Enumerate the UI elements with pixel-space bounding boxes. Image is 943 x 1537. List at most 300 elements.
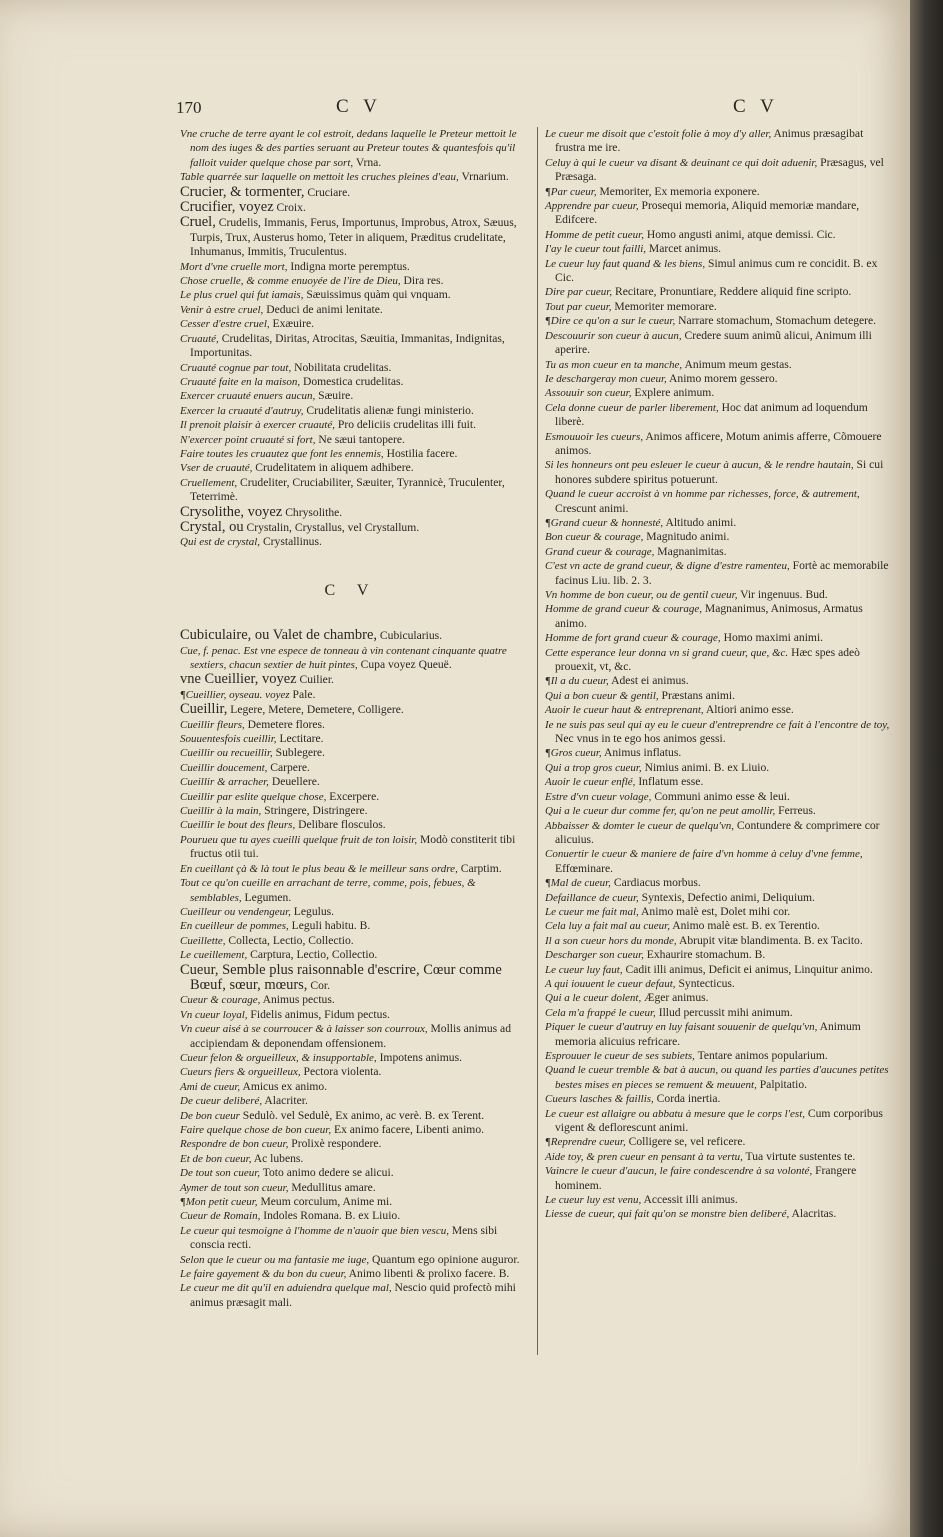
- entry-latin: Dira res.: [400, 274, 444, 288]
- entry-latin: Cum corporibus vigent & deflorescunt animi.: [555, 1106, 883, 1135]
- entry-latin: Crudelitatis alienæ fungi ministerio.: [303, 403, 474, 417]
- entry-french: Vn homme de bon cueur, ou de gentil cueur,: [545, 589, 738, 601]
- entry-french: Conuertir le cueur & maniere de faire d'vn homme à celuy d'vne femme,: [545, 848, 863, 861]
- entry-french: ¶Mal de cueur,: [545, 877, 611, 890]
- dictionary-entry: [545, 516, 890, 530]
- entry-latin: Homo maximi animi.: [720, 631, 824, 645]
- entry-french: Defaillance de cueur,: [545, 891, 639, 904]
- section-subheading: C V: [324, 581, 378, 599]
- entry-french: Cueur felon & orgueilleux, & insupportable,: [180, 1051, 377, 1064]
- dictionary-entry: [180, 1224, 522, 1253]
- entry-french: Le plus cruel qui fut iamais,: [180, 289, 304, 302]
- dictionary-entry: [545, 761, 890, 775]
- dictionary-entry: [545, 674, 890, 688]
- dictionary-entry: [180, 1195, 522, 1209]
- entry-french: Pourueu que tu ayes cueilli quelque fruit de ton loisir,: [180, 833, 418, 846]
- dictionary-entry: [180, 732, 522, 746]
- dictionary-entry: [545, 963, 890, 977]
- entry-french: Aymer de tout son cueur,: [180, 1181, 289, 1194]
- entry-french: Qui a trop gros cueur,: [545, 761, 642, 774]
- entry-french: Cueurs fiers & orgueilleux,: [180, 1066, 301, 1079]
- entry-latin: Medullitus amare.: [288, 1180, 376, 1194]
- dictionary-entry: [180, 127, 522, 170]
- entry-french: Vaincre le cueur d'aucun, le faire condescendre à sa volonté,: [545, 1165, 813, 1178]
- entry-latin: Æger animus.: [641, 991, 709, 1005]
- entry-latin: Fidelis animus, Fidum pectus.: [247, 1007, 390, 1021]
- entry-french: Cela donne cueur de parler liberement,: [545, 401, 719, 414]
- entry-latin: Marcet animus.: [646, 242, 722, 256]
- running-header-right: C V: [733, 96, 779, 117]
- entry-latin: Indoles Romana. B. ex Liuio.: [260, 1209, 401, 1223]
- entry-latin: Narrare stomachum, Stomachum detegere.: [675, 314, 877, 328]
- entry-french: Cueillir,: [180, 701, 228, 718]
- entry-french: Cueilleur ou vendengeur,: [180, 905, 291, 918]
- dictionary-entry: [180, 1080, 522, 1094]
- entry-french: Chose cruelle, & comme enuoyée de l'ire de Dieu,: [180, 275, 401, 288]
- entry-latin: Abrupit vitæ blandimenta. B. ex Tacito.: [676, 933, 863, 947]
- entry-french: Qui a le cueur dur comme fer, qu'on ne peut amollir,: [545, 805, 776, 818]
- entry-french: ¶Dire ce qu'on a sur le cueur,: [545, 315, 676, 328]
- dictionary-entry: [180, 1094, 522, 1108]
- entry-latin: Pro deliciis crudelitas illi fuit.: [334, 418, 477, 432]
- dictionary-entry: [545, 242, 890, 256]
- entry-latin: Vrna.: [353, 155, 382, 169]
- dictionary-entry: [180, 1022, 522, 1051]
- entry-latin: Demetere flores.: [244, 717, 325, 731]
- dictionary-entry: [545, 588, 890, 602]
- entry-french: Homme de petit cueur,: [545, 228, 644, 241]
- entry-latin: Syntecticus.: [675, 976, 735, 990]
- entry-latin: Sublegere.: [272, 746, 325, 760]
- entry-latin: Quantum ego opinione auguror.: [369, 1252, 520, 1266]
- entry-latin: Memoriter memorare.: [611, 299, 717, 313]
- dictionary-entry: [180, 804, 522, 818]
- dictionary-entry: [180, 1267, 522, 1281]
- dictionary-entry: [545, 458, 890, 487]
- dictionary-entry: [545, 1150, 890, 1164]
- entry-latin: Adest ei animus.: [608, 674, 689, 688]
- dictionary-entry: [545, 775, 890, 789]
- dictionary-entry: [180, 672, 522, 687]
- dictionary-entry: [545, 934, 890, 948]
- entry-latin: Legulus.: [290, 904, 335, 918]
- entry-latin: Cuilier.: [296, 673, 334, 687]
- right-column: [545, 127, 890, 1222]
- entry-latin: Nobilitata crudelitas.: [291, 360, 392, 374]
- entry-latin: Animus præsagibat frustra me ire.: [555, 127, 864, 155]
- entry-french: Qui a le cueur dolent,: [545, 992, 642, 1005]
- entry-latin: Accessit illi animus.: [641, 1193, 738, 1207]
- entry-french: Cruellement,: [180, 476, 238, 489]
- dictionary-entry: [180, 404, 522, 418]
- entry-french: Cueillir & arracher,: [180, 776, 269, 789]
- dictionary-entry: [180, 644, 522, 673]
- entry-french: Le cueur me fait mal,: [545, 905, 639, 918]
- dictionary-entry: [180, 628, 522, 643]
- entry-latin: Magnanimus, Animosus, Armatus animo.: [555, 602, 863, 630]
- entry-latin: Simul animus cum re concidit. B. ex Cic.: [555, 256, 878, 285]
- entry-latin: Indigna morte peremptus.: [287, 259, 410, 273]
- entry-latin: Modò constiterit tibi fructus otii tui.: [190, 832, 516, 861]
- entry-french: Cruauté,: [180, 332, 219, 345]
- dictionary-entry: [180, 1209, 522, 1223]
- entry-french: Abbaisser & domter le cueur de quelqu'vn,: [545, 819, 735, 832]
- entry-french: Il a son cueur hors du monde,: [545, 934, 677, 947]
- dictionary-entry: [545, 646, 890, 675]
- entry-latin: Exæuire.: [269, 317, 315, 331]
- entry-french: En cueilleur de pommes,: [180, 920, 289, 933]
- entry-latin: Prosequi memoria, Aliquid memoriæ mandare, Edifcere.: [555, 199, 860, 227]
- column-divider: [537, 127, 538, 1355]
- entry-french: Souuentesfois cueillir,: [180, 733, 277, 746]
- entry-french: Bon cueur & courage,: [545, 531, 644, 544]
- dictionary-entry: [545, 631, 890, 645]
- entry-french: Si les honneurs ont peu esleuer le cueur à aucun, & le rendre hautain,: [545, 459, 854, 472]
- dictionary-entry: [545, 602, 890, 631]
- entry-french: Cruauté cognue par tout,: [180, 361, 292, 374]
- entry-latin: Carptim.: [457, 861, 502, 875]
- entry-latin: Fortè ac memorabile facinus Liu. lib. 2. 3.: [555, 559, 889, 587]
- entry-french: Auoir le cueur haut & entreprenant,: [545, 704, 704, 717]
- entry-french: Cue, f. penac. Est vne espece de tonneau à vin contenant cinquante quatre sextiers, chacun sextier de huit pintes,: [180, 644, 507, 671]
- entry-french: Cueur, Semble plus raisonnable d'escrire, Cœur comme Bœuf, sœur, mœurs,: [180, 961, 502, 993]
- entry-french: C'est vn acte de grand cueur, & digne d'estre ramenteu,: [545, 560, 790, 573]
- entry-french: Cueillir le bout des fleurs,: [180, 819, 296, 832]
- dictionary-entry: [180, 1123, 522, 1137]
- entry-latin: Animos afficere, Motum animis afferre, Cõmouere animos.: [555, 429, 882, 457]
- dictionary-entry: [545, 790, 890, 804]
- entry-french: Exercer cruauté enuers aucun,: [180, 390, 316, 403]
- entry-french: Crucier, & tormenter,: [180, 183, 305, 200]
- entry-latin: Prolixè respondere.: [288, 1137, 382, 1151]
- entry-french: Vser de cruauté,: [180, 462, 253, 475]
- entry-french: Homme de grand cueur & courage,: [545, 603, 703, 616]
- dictionary-entry: [180, 418, 522, 432]
- dictionary-entry: [545, 358, 890, 372]
- entry-latin: Mollis animus ad accipiendam & deponendam offensionem.: [190, 1022, 511, 1050]
- dictionary-entry: [180, 1152, 522, 1166]
- dictionary-entry: [180, 702, 522, 717]
- entry-latin: Crescunt animi.: [555, 501, 629, 515]
- entry-latin: Legere, Metere, Demetere, Colligere.: [227, 703, 404, 717]
- entry-latin: Animum memoria alicuius refricare.: [555, 1020, 861, 1048]
- entry-latin: Toto animo dedere se alicui.: [260, 1166, 394, 1180]
- dictionary-entry: [545, 718, 890, 747]
- entry-latin: Hoc dat animum ad loquendum liberè.: [555, 400, 868, 429]
- dictionary-entry: [180, 389, 522, 403]
- entry-french: Estre d'vn cueur volage,: [545, 790, 652, 803]
- entry-french: Aide toy, & pren cueur en pensant à ta vertu,: [545, 1150, 743, 1163]
- entry-latin: Communi animo esse & leui.: [651, 789, 790, 803]
- dictionary-entry: [180, 185, 522, 200]
- entry-latin: Colligere se, vel reficere.: [625, 1135, 746, 1149]
- entry-french: Vne cruche de terre ayant le col estroit, dedans laquelle le Preteur mettoit le nom des iuges & des parties seruant au Preteur toutes & quantesfois qu'il falloit vuider quelque chose par sort,: [180, 128, 517, 169]
- entry-latin: Ferreus.: [775, 804, 816, 818]
- dictionary-entry: [180, 535, 522, 549]
- entry-latin: Sæuire.: [315, 389, 354, 403]
- dictionary-entry: [180, 274, 522, 288]
- entry-latin: Lectitare.: [276, 732, 324, 746]
- entry-latin: Leguli habitu. B.: [288, 919, 371, 933]
- dictionary-entry: [180, 833, 522, 862]
- entry-french: Descharger son cueur,: [545, 949, 644, 962]
- dictionary-entry: [545, 746, 890, 760]
- running-header-left: C V: [336, 96, 382, 117]
- entry-latin: Animum meum gestas.: [682, 357, 792, 371]
- entry-latin: Credere suum animũ alicui, Animum illi aperire.: [555, 328, 872, 357]
- entry-french: De bon cueur: [180, 1109, 240, 1122]
- dictionary-entry: [180, 818, 522, 832]
- entry-latin: Animo morem gessero.: [666, 371, 778, 385]
- dictionary-entry: [180, 993, 522, 1007]
- left-entries-cu: [180, 628, 522, 1310]
- entry-latin: Præstans animi.: [658, 688, 735, 702]
- entry-latin: Effœminare.: [555, 861, 614, 875]
- dictionary-entry: [180, 288, 522, 302]
- dictionary-entry: [545, 386, 890, 400]
- dictionary-entry: [545, 1207, 890, 1221]
- entry-french: ¶Gros cueur,: [545, 747, 602, 760]
- dictionary-entry: [545, 199, 890, 228]
- dictionary-entry: [545, 1063, 890, 1092]
- entry-latin: Syntexis, Defectio animi, Deliquium.: [638, 890, 815, 904]
- entry-latin: Mens sibi conscia recti.: [190, 1223, 498, 1252]
- entry-french: Tout ce qu'on cueille en arrachant de terre, comme, pois, febues, & semblables,: [180, 877, 476, 904]
- entry-french: Grand cueur & courage,: [545, 545, 655, 558]
- dictionary-entry: [180, 461, 522, 475]
- entry-latin: Ne sæui tantopere.: [315, 432, 405, 446]
- dictionary-entry: [545, 1092, 890, 1106]
- entry-french: Tu as mon cueur en ta manche,: [545, 358, 683, 371]
- entry-french: Celuy à qui le cueur va disant & deuinant ce qui doit aduenir,: [545, 156, 818, 169]
- entry-latin: Nescio quid profectò mihi animus præsagit mali.: [190, 1281, 516, 1309]
- dictionary-entry: [545, 689, 890, 703]
- entry-latin: Meum corculum, Anime mi.: [257, 1195, 393, 1209]
- dictionary-entry: [545, 156, 890, 185]
- entry-french: Exercer la cruauté d'autruy,: [180, 404, 304, 417]
- entry-latin: Explere animum.: [631, 386, 715, 400]
- dictionary-entry: [545, 819, 890, 848]
- dictionary-entry: [180, 332, 522, 361]
- dictionary-entry: [180, 934, 522, 948]
- dictionary-entry: [545, 1135, 890, 1149]
- dictionary-entry: [545, 847, 890, 876]
- entry-french: Vn cueur loyal,: [180, 1008, 248, 1021]
- entry-french: Le cueur me disoit que c'estoit folie à moy d'y aller,: [545, 128, 772, 140]
- entry-latin: Ac lubens.: [251, 1151, 304, 1165]
- entry-latin: Impotens animus.: [376, 1050, 463, 1064]
- entry-french: Vn cueur aisé à se courroucer & à laisser son courroux,: [180, 1023, 428, 1036]
- dictionary-entry: [545, 559, 890, 588]
- entry-french: Le cueur est allaigre ou abbatu à mesure que le corps l'est,: [545, 1107, 805, 1120]
- dictionary-entry: [180, 1137, 522, 1151]
- dictionary-entry: [545, 487, 890, 516]
- entry-latin: Inflatum esse.: [635, 775, 704, 789]
- entry-french: Cela m'a frappé le cueur,: [545, 1006, 656, 1019]
- entry-latin: Altiori animo esse.: [703, 703, 794, 717]
- entry-french: Crysolithe, voyez: [180, 503, 283, 520]
- entry-latin: Contundere & comprimere cor alicuius.: [555, 818, 880, 846]
- entry-french: vne Cueillier, voyez: [180, 671, 297, 688]
- entry-latin: Excerpere.: [326, 789, 380, 803]
- dictionary-entry: [545, 127, 890, 156]
- entry-latin: Exhaurire stomachum. B.: [643, 948, 766, 962]
- dictionary-entry: [180, 317, 522, 331]
- dictionary-entry: [545, 905, 890, 919]
- entry-french: Faire quelque chose de bon cueur,: [180, 1124, 332, 1136]
- entry-latin: Carptura, Lectio, Collectio.: [247, 948, 378, 962]
- entry-latin: Domestica crudelitas.: [300, 374, 404, 388]
- entry-latin: Vrnarium.: [458, 170, 509, 184]
- dictionary-entry: [545, 1193, 890, 1207]
- dictionary-entry: [545, 948, 890, 962]
- entry-french: Il prenoit plaisir à exercer cruauté,: [180, 419, 335, 432]
- dictionary-entry: [545, 257, 890, 286]
- entry-latin: Cupa voyez Queuë.: [357, 658, 452, 671]
- dictionary-entry: [180, 447, 522, 461]
- entry-latin: Crystalin, Crystallus, vel Crystallum.: [243, 520, 420, 534]
- dictionary-entry: [545, 876, 890, 890]
- entry-french: Apprendre par cueur,: [545, 200, 639, 213]
- entry-french: Crucifier, voyez: [180, 199, 274, 216]
- entry-french: Faire toutes les cruautez que font les ennemis,: [180, 447, 384, 460]
- dictionary-entry: [180, 862, 522, 876]
- dictionary-entry: [545, 1006, 890, 1020]
- dictionary-entry: [180, 1253, 522, 1267]
- dictionary-entry: [545, 977, 890, 991]
- entry-french: Crystal, ou: [180, 518, 244, 535]
- dictionary-entry: [180, 433, 522, 447]
- entry-french: A qui iouuent le cueur defaut,: [545, 977, 676, 990]
- dictionary-entry: [545, 703, 890, 717]
- entry-french: Tout par cueur,: [545, 300, 612, 313]
- entry-french: Cueillir fleurs,: [180, 718, 245, 731]
- entry-latin: Crudelis, Immanis, Ferus, Importunus, Improbus, Atrox, Sæuus, Turpis, Trux, Austerus homo, Teter in aliquem, Præditus crudelitate, Inhumanus, Immitis, Truculentus.: [190, 216, 517, 259]
- entry-french: En cueillant çà & là tout le plus beau & le meilleur sans ordre,: [180, 862, 458, 875]
- entry-latin: Collecta, Lectio, Collectio.: [225, 933, 354, 947]
- entry-latin: Tentare animos popularium.: [694, 1049, 828, 1062]
- entry-latin: Deduci de animi lenitate.: [263, 302, 383, 316]
- entry-french: Cueillette,: [180, 934, 226, 947]
- dictionary-entry: [180, 746, 522, 760]
- book-binding-edge: [910, 0, 943, 1537]
- entry-latin: Si cui honores subdere spiritus potuerunt.: [555, 458, 884, 486]
- entry-french: ¶Grand cueur & honnesté,: [545, 516, 664, 529]
- entry-latin: Illud percussit mihi animum.: [655, 1005, 793, 1019]
- dictionary-entry: [180, 1008, 522, 1022]
- dictionary-entry: [180, 215, 522, 259]
- entry-french: ¶Il a du cueur,: [545, 675, 609, 688]
- entry-latin: Tua virtute sustentes te.: [742, 1149, 856, 1163]
- dictionary-entry: [545, 300, 890, 314]
- entry-latin: Legumen.: [241, 890, 292, 904]
- entry-french: Ie ne suis pas seul qui ay eu le cueur d'entreprendre ce fait à l'encontre de toy,: [545, 718, 890, 731]
- entry-latin: Pale.: [289, 687, 316, 701]
- entry-french: Qui a bon cueur & gentil,: [545, 689, 659, 702]
- dictionary-entry: [180, 200, 522, 215]
- entry-latin: Delibare flosculos.: [295, 818, 386, 832]
- dictionary-entry: [545, 329, 890, 358]
- page-number: 170: [176, 98, 202, 117]
- dictionary-entry: [180, 718, 522, 732]
- entry-french: Liesse de cueur, qui fait qu'on se monstre bien deliberé,: [545, 1208, 790, 1221]
- entry-french: Assouuir son cueur,: [545, 387, 632, 400]
- entry-latin: Sæuissimus quàm qui vnquam.: [303, 288, 451, 302]
- entry-french: Auoir le cueur enflé,: [545, 776, 636, 789]
- entry-latin: Frangere hominem.: [555, 1164, 857, 1192]
- dictionary-entry: [545, 314, 890, 328]
- entry-latin: Cardiacus morbus.: [610, 876, 701, 890]
- dictionary-entry: [545, 919, 890, 933]
- entry-french: Et de bon cueur,: [180, 1152, 252, 1165]
- entry-french: ¶Par cueur,: [545, 185, 597, 198]
- entry-french: Le faire gayement & du bon du cueur,: [180, 1268, 347, 1281]
- entry-latin: Animus inflatus.: [601, 746, 682, 760]
- dictionary-entry: [545, 1020, 890, 1049]
- entry-latin: Vir ingenuus. Bud.: [737, 588, 828, 601]
- dictionary-entry: [545, 1049, 890, 1063]
- entry-french: ¶Mon petit cueur,: [180, 1196, 258, 1209]
- entry-latin: Nimius animi. B. ex Liuio.: [641, 760, 770, 774]
- entry-french: Table quarrée sur laquelle on mettoit les cruches pleines d'eau,: [180, 171, 459, 184]
- entry-french: De tout son cueur,: [180, 1167, 261, 1180]
- entry-latin: Hostilia facere.: [383, 446, 458, 460]
- entry-latin: Pectora violenta.: [300, 1065, 382, 1079]
- entry-latin: Crudeliter, Cruciabiliter, Sæuiter, Tyrannicè, Truculenter, Teterrimè.: [190, 475, 505, 504]
- entry-latin: Chrysolithe.: [282, 505, 343, 519]
- dictionary-entry: [180, 876, 522, 905]
- dictionary-entry: [180, 1109, 522, 1123]
- dictionary-entry: [180, 1281, 522, 1310]
- entry-french: Cela luy a fait mal au cueur,: [545, 920, 670, 933]
- entry-french: Le cueur qui tesmoigne à l'homme de n'auoir que bien vescu,: [180, 1224, 449, 1237]
- entry-french: Cueurs lasches & faillis,: [545, 1093, 654, 1106]
- dictionary-entry: [180, 948, 522, 962]
- entry-latin: Cor.: [307, 978, 330, 992]
- dictionary-entry: [180, 688, 522, 702]
- entry-french: Cette esperance leur donna vn si grand cueur, que, &c.: [545, 646, 789, 659]
- dictionary-entry: [180, 919, 522, 933]
- entry-french: Homme de fort grand cueur & courage,: [545, 632, 721, 645]
- entry-french: Cueillir doucement,: [180, 761, 268, 774]
- entry-french: Le cueur luy faut quand & les biens,: [545, 257, 706, 270]
- entry-latin: Hæc spes adeò prouexit, vt, &c.: [555, 645, 860, 674]
- entry-latin: Cruciare.: [304, 185, 351, 199]
- entry-french: Selon que le cueur ou ma fantasie me iuge,: [180, 1253, 370, 1266]
- entry-latin: Magnanimitas.: [654, 544, 727, 558]
- entry-latin: Nec vnus in te ego hos animos gessi.: [555, 732, 726, 746]
- entry-french: Le cueur luy faut,: [545, 963, 623, 976]
- entry-french: Cruauté faite en la maison,: [180, 375, 301, 388]
- entry-latin: Alacriter.: [262, 1094, 308, 1108]
- entry-latin: Deuellere.: [268, 775, 320, 789]
- dictionary-entry: [180, 905, 522, 919]
- entry-french: Cueillir ou recueillir,: [180, 747, 273, 760]
- entry-latin: Recitare, Pronuntiare, Reddere aliquid fine scripto.: [612, 285, 852, 299]
- entry-latin: Corda inertia.: [653, 1092, 721, 1106]
- dictionary-entry: [545, 545, 890, 559]
- entry-french: Venir à estre cruel,: [180, 303, 264, 316]
- entry-french: Le cueur me dit qu'il en aduiendra quelque mal,: [180, 1282, 392, 1295]
- dictionary-entry: [180, 260, 522, 274]
- dictionary-entry: [180, 505, 522, 520]
- dictionary-entry: [545, 285, 890, 299]
- entry-french: Le cueur luy est venu,: [545, 1194, 642, 1207]
- entry-french: ¶Reprendre cueur,: [545, 1136, 626, 1149]
- right-entries-cueur: [545, 127, 890, 1222]
- dictionary-entry: [180, 520, 522, 535]
- entry-french: Ie deschargeray mon cueur,: [545, 372, 667, 385]
